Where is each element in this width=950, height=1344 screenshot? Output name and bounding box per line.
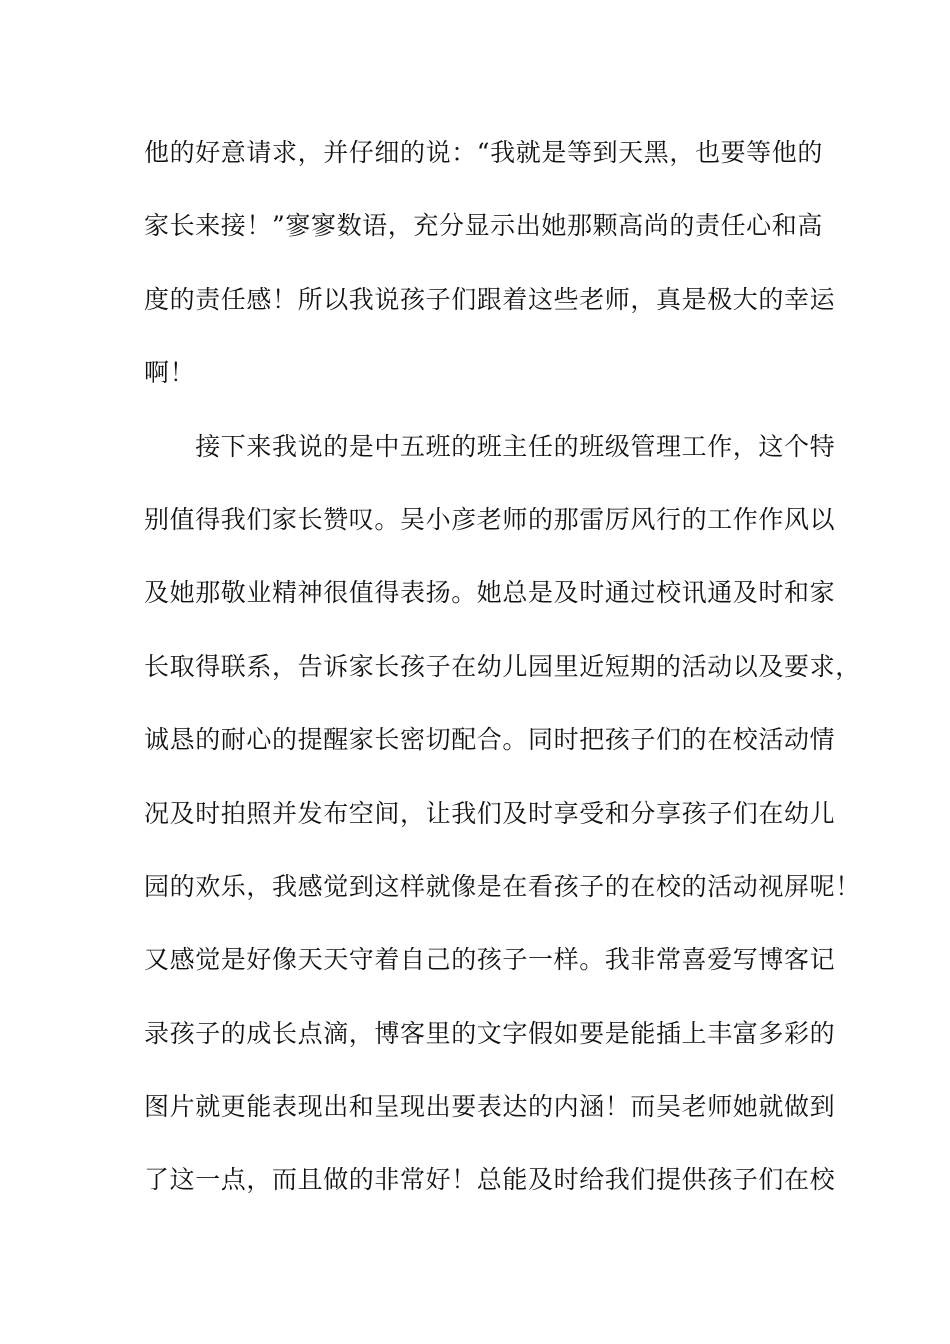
body-text bbox=[144, 126, 861, 1227]
text-line: 及她那敬业精神很值得表扬。她总是及时通过校讯通及时和家 bbox=[144, 578, 836, 608]
text-line: 别值得我们家长赞叹。吴小彦老师的那雷厉风行的工作作风以 bbox=[144, 504, 836, 534]
text-line: 接下来我说的是中五班的班主任的班级管理工作，这个特 bbox=[144, 431, 836, 461]
text-line: 他的好意请求，并仔细的说：“我就是等到天黑，也要等他的 bbox=[144, 138, 823, 167]
text-line: 啊！ bbox=[144, 358, 196, 388]
text-line: 又感觉是好像天天守着自己的孩子一样。我非常喜爱写博客记 bbox=[144, 945, 836, 975]
text-line: 家长来接！”寥寥数语，充分显示出她那颗高尚的责任心和高 bbox=[144, 211, 823, 241]
text-line: 了这一点，而且做的非常好！总能及时给我们提供孩子们在校 bbox=[144, 1165, 836, 1195]
text-line: 度的责任感！所以我说孩子们跟着这些老师，真是极大的幸运 bbox=[144, 284, 836, 314]
text-line: 园的欢乐，我感觉到这样就像是在看孩子的在校的活动视屏呢！ bbox=[144, 871, 861, 901]
text-line: 图片就更能表现出和呈现出要表达的内涵！而吴老师她就做到 bbox=[144, 1092, 836, 1122]
text-line: 诚恳的耐心的提醒家长密切配合。同时把孩子们的在校活动情 bbox=[144, 725, 836, 755]
text-line: 况及时拍照并发布空间，让我们及时享受和分享孩子们在幼儿 bbox=[144, 798, 836, 828]
text-line: 录孩子的成长点滴，博客里的文字假如要是能插上丰富多彩的 bbox=[144, 1018, 836, 1048]
text-line: 长取得联系，告诉家长孩子在幼儿园里近短期的活动以及要求， bbox=[144, 651, 861, 681]
